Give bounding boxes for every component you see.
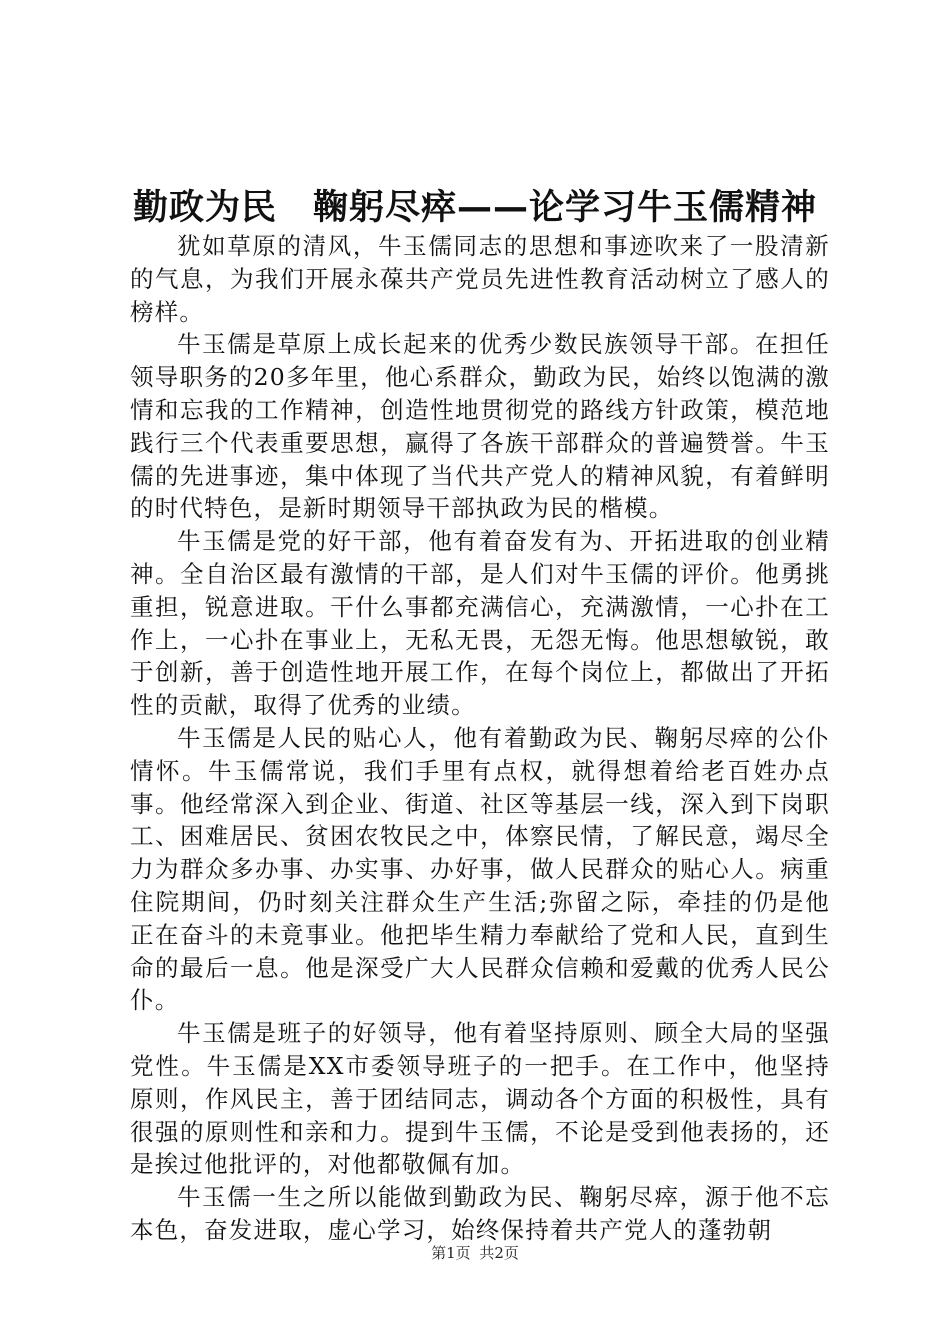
paragraph: 牛玉儒是党的好干部，他有着奋发有为、开拓进取的创业精神。全自治区最有激情的干部，是人们对牛玉儒的评价。他勇挑重担，锐意进取。干什么事都充满信心，充满激情，一心扑在工作上，一心扑在事业上，无私无畏，无怨无悔。他思想敏锐，敢于创新，善于创造性地开展工作，在每个岗位上，都做出了开拓性的贡献，取得了优秀的业绩。 (130, 527, 830, 720)
document-body (130, 230, 830, 1247)
paragraph: 犹如草原的清风，牛玉儒同志的思想和事迹吹来了一股清新的气息，为我们开展永葆共产党员先进性教育活动树立了感人的榜样。 (130, 232, 830, 326)
paragraph: 牛玉儒是草原上成长起来的优秀少数民族领导干部。在担任领导职务的20多年里，他心系群众，勤政为民，始终以饱满的激情和忘我的工作精神，创造性地贯彻党的路线方针政策，模范地践行三个代表重要思想，赢得了各族干部群众的普遍赞誉。牛玉儒的先进事迹，集中体现了当代共产党人的精神风貌，有着鲜明的时代特色，是新时期领导干部执政为民的楷模。 (130, 330, 830, 523)
page-footer (0, 1243, 950, 1263)
page-number: 第1页 (431, 1244, 471, 1262)
page-total: 共2页 (479, 1244, 519, 1262)
paragraph: 牛玉儒一生之所以能做到勤政为民、鞠躬尽瘁，源于他不忘本色，奋发进取，虚心学习，始终保持着共产党人的蓬勃朝 (130, 1183, 830, 1244)
document-title: 勤政为民 鞠躬尽瘁——论学习牛玉儒精神 (132, 188, 817, 228)
paragraph: 牛玉儒是班子的好领导，他有着坚持原则、顾全大局的坚强党性。牛玉儒是XX市委领导班子的一把手。在工作中，他坚持原则，作风民主，善于团结同志，调动各个方面的积极性，具有很强的原则性和亲和力。提到牛玉儒，不论是受到他表扬的，还是挨过他批评的，对他都敬佩有加。 (130, 1019, 830, 1179)
paragraph: 牛玉儒是人民的贴心人，他有着勤政为民、鞠躬尽瘁的公仆情怀。牛玉儒常说，我们手里有点权，就得想着给老百姓办点事。他经常深入到企业、街道、社区等基层一线，深入到下岗职工、困难居民、贫困农牧民之中，体察民情，了解民意，竭尽全力为群众多办事、办实事、办好事，做人民群众的贴心人。病重住院期间，仍时刻关注群众生产生活;弥留之际，牵挂的仍是他正在奋斗的未竟事业。他把毕生精力奉献给了党和人民，直到生命的最后一息。他是深受广大人民群众信赖和爱戴的优秀人民公仆。 (130, 723, 830, 1015)
